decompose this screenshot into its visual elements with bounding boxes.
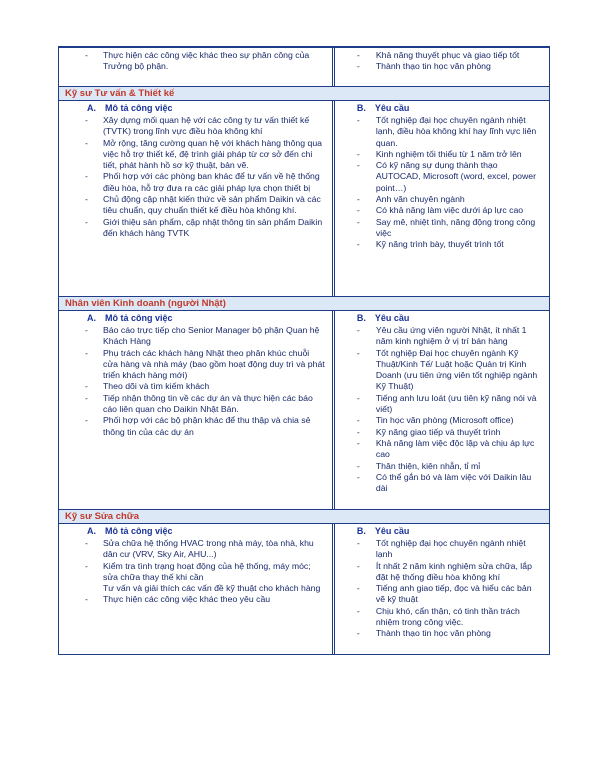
top-right-cell [335, 48, 549, 86]
list-item: - Giới thiệu sản phẩm, cập nhật thông tin sản phẩm Daikin đến khách hàng TVTK [85, 216, 323, 238]
job-description-table [58, 46, 550, 655]
requirements-cell [335, 101, 549, 296]
section-row [58, 524, 550, 655]
requirements-list [335, 115, 543, 251]
list-item: - Phối hợp với các phòng ban khác để tư vấn về hệ thống điều hòa, hỗ trợ đưa ra các giải pháp lựa chọn thiết bị [85, 171, 320, 193]
section-row [58, 311, 550, 510]
requirements-list [335, 325, 543, 494]
list-item: - Kỹ năng giao tiếp và thuyết trình [356, 426, 501, 437]
list-item: - Phối hợp với các bộ phận khác để thu thập và chia sẻ thông tin của các dự án [85, 415, 311, 437]
list-item: - Kinh nghiệm tối thiểu từ 1 năm trở lên [356, 148, 522, 159]
column-heading: A. Mô tả công việc [87, 103, 173, 113]
section-title: Kỹ sư Tư vấn & Thiết kế [58, 87, 550, 101]
list-item: - Phụ trách các khách hàng Nhật theo phân khúc chuỗi cửa hàng và nhà máy (bao gồm hoạt động duy trì và phát triển khách hàng mới) [85, 347, 325, 381]
list-item: - Thực hiện các công việc khác theo sự phân công của Trưởng bộ phận. [85, 50, 310, 72]
list-item: - Kỹ năng trình bày, thuyết trình tốt [356, 239, 504, 250]
list-item: - Chủ động cập nhật kiến thức về sản phẩm Daikin và các tiêu chuẩn, quy chuẩn thiết kế điều hòa không khí. [85, 194, 321, 216]
list-item: - Yêu cầu ứng viên người Nhật, ít nhất 1 năm kinh nghiệm ở vị trí bán hàng [356, 325, 527, 347]
column-heading: B. Yêu cầu [356, 526, 410, 536]
list-item: - Tốt nghiệp đại học chuyên ngành nhiệt lạnh, điều hòa không khí hay lĩnh vực liên quan. [356, 115, 537, 148]
requirements-cell [335, 311, 549, 509]
list-item: - Anh văn chuyên ngành [356, 194, 465, 205]
list-item: - Sửa chữa hệ thống HVAC trong nhà máy, tòa nhà, khu dân cư (VRV, Sky Air, AHU...) [85, 538, 314, 560]
requirements-list [335, 538, 543, 640]
list-item: - Tiếng anh giao tiếp, đọc và hiểu các bản vẽ kỹ thuật [356, 583, 532, 605]
column-heading: A. Mô tả công việc [87, 313, 173, 323]
job-description-cell [59, 101, 335, 296]
column-heading: B. Yêu cầu [356, 103, 410, 113]
list-item: - Khả năng làm việc độc lập và chịu áp lực cao [356, 437, 535, 460]
list-item: - Xây dựng mối quan hệ với các công ty tư vấn thiết kế (TVTK) trong lĩnh vực điều hòa không khí [85, 115, 310, 137]
top-left-list [59, 50, 326, 73]
job-description-cell [59, 524, 335, 654]
job-description-cell [59, 311, 335, 509]
column-heading: A. Mô tả công việc [87, 526, 173, 536]
top-left-cell [59, 48, 335, 86]
list-item: Tư vấn và giải thích các vấn đề kỹ thuật cho khách hàng [103, 583, 321, 594]
list-item: - Kiểm tra tình trạng hoạt động của hệ thống, máy móc; sửa chữa thay thế khi cần [85, 560, 311, 582]
job-description-list [59, 538, 326, 606]
list-item: - Ít nhất 2 năm kinh nghiệm sửa chữa, lắp đặt hệ thống điều hòa không khí [356, 560, 532, 582]
top-right-list [335, 50, 543, 73]
list-item: - Có kỹ năng sự dụng thành thạo AUTOCAD, Microsoft (word, excel, power point…) [356, 160, 536, 193]
list-item: - Tốt nghiệp đại học chuyên ngành nhiệt lạnh [356, 538, 526, 560]
list-item: - Tin học văn phòng (Microsoft office) [356, 415, 514, 426]
list-item: - Say mê, nhiệt tình, năng động trong công việc [356, 216, 536, 238]
column-heading: B. Yêu cầu [356, 313, 410, 323]
list-item: - Thành thạo tin học văn phòng [356, 628, 491, 639]
list-item: - Tốt nghiệp Đại học chuyên ngành Kỹ Thuật/Kinh Tế/ Luật hoặc Quản trị Kinh Doanh (ưu tiên ứng viên tốt nghiệp ngành Kỹ Thuật) [356, 347, 538, 392]
list-item: - Có thể gắn bó và làm việc với Daikin lâu dài [356, 471, 532, 494]
list-item: - Khả năng thuyết phục và giao tiếp tốt [356, 50, 520, 60]
list-item: - Tiếp nhận thông tin về các dự án và thực hiện các báo cáo liên quan cho Daikin Nhật Bản. [85, 392, 313, 415]
job-description-list [59, 115, 326, 239]
list-item: - Báo cáo trực tiếp cho Senior Manager bộ phận Quan hệ Khách Hàng [85, 325, 320, 347]
section-title: Nhân viên Kinh doanh (người Nhật) [58, 297, 550, 311]
list-item: - Có khả năng làm việc dưới áp lực cao [356, 205, 524, 216]
list-item: - Thành thạo tin học văn phòng [356, 61, 491, 72]
job-description-list [59, 325, 326, 438]
top-row [58, 46, 550, 87]
list-item: - Theo dõi và tìm kiếm khách [85, 381, 210, 392]
requirements-cell [335, 524, 549, 654]
list-item: - Thân thiện, kiên nhẫn, tỉ mỉ [356, 460, 481, 471]
list-item: - Mở rộng, tăng cường quan hệ với khách hàng thông qua việc hỗ trợ thiết kế, đệ trình giải pháp từ cơ sở đến chi tiết, phát hành hồ sơ kỹ thuật, bản vẽ. [85, 137, 323, 171]
section-title: Kỹ sư Sửa chữa [58, 510, 550, 524]
list-item: - Thực hiện các công việc khác theo yêu cầu [85, 594, 271, 605]
section-row [58, 101, 550, 297]
list-item: - Tiếng anh lưu loát (ưu tiên kỹ năng nói và viết) [356, 392, 537, 415]
list-item: - Chịu khó, cẩn thận, có tinh thần trách nhiệm trong công việc. [356, 605, 520, 628]
